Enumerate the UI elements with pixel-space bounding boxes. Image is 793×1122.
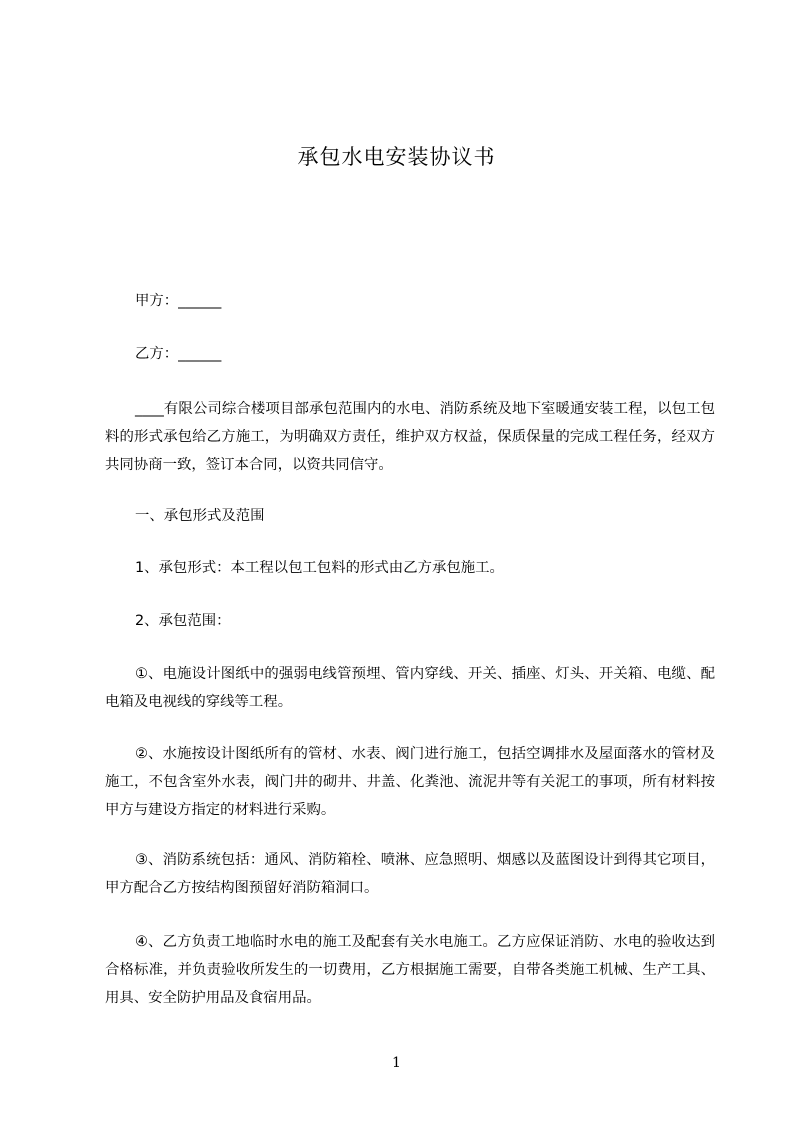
- scope-fire-protection: ③、消防系统包括：通风、消防箱栓、喷淋、应急照明、烟感以及蓝图设计到得其它项目，甲方配合乙方按结构图预留好消防箱洞口。: [105, 852, 715, 896]
- party-a-line: 甲方：______: [135, 293, 222, 309]
- scope-electrical: ①、电施设计图纸中的强弱电线管预埋、管内穿线、开关、插座、灯头、开关箱、电缆、配电箱及电视线的穿线等工程。: [105, 666, 715, 710]
- scope-plumbing: ②、水施按设计图纸所有的管材、水表、阀门进行施工，包括空调排水及屋面落水的管材及施工，不包含室外水表，阀门井的砌井、井盖、化粪池、流泥井等有关泥工的事项，所有材料按甲方与建设方指定的材料进行采购。: [105, 746, 715, 818]
- document-title: 承包水电安装协议书: [297, 145, 496, 169]
- intro-paragraph: ____有限公司综合楼项目部承包范围内的水电、消防系统及地下室暖通安装工程，以包工包料的形式承包给乙方施工，为明确双方责任，维护双方权益，保质保量的完成工程任务，经双方共同协商一致，签订本合同，以资共同信守。: [105, 401, 715, 473]
- contract-scope-item: 2、承包范围：: [135, 613, 231, 629]
- scope-temporary-utilities: ④、乙方负责工地临时水电的施工及配套有关水电施工。乙方应保证消防、水电的验收达到合格标准，并负责验收所发生的一切费用，乙方根据施工需要，自带各类施工机械、生产工具、用具、安全防护用品及食宿用品。: [105, 934, 715, 1006]
- page-number: 1: [392, 1055, 401, 1071]
- party-b-line: 乙方：______: [135, 346, 222, 362]
- section-heading: 一、承包形式及范围: [135, 508, 265, 524]
- contract-form-item: 1、承包形式：本工程以包工包料的形式由乙方承包施工。: [135, 560, 504, 576]
